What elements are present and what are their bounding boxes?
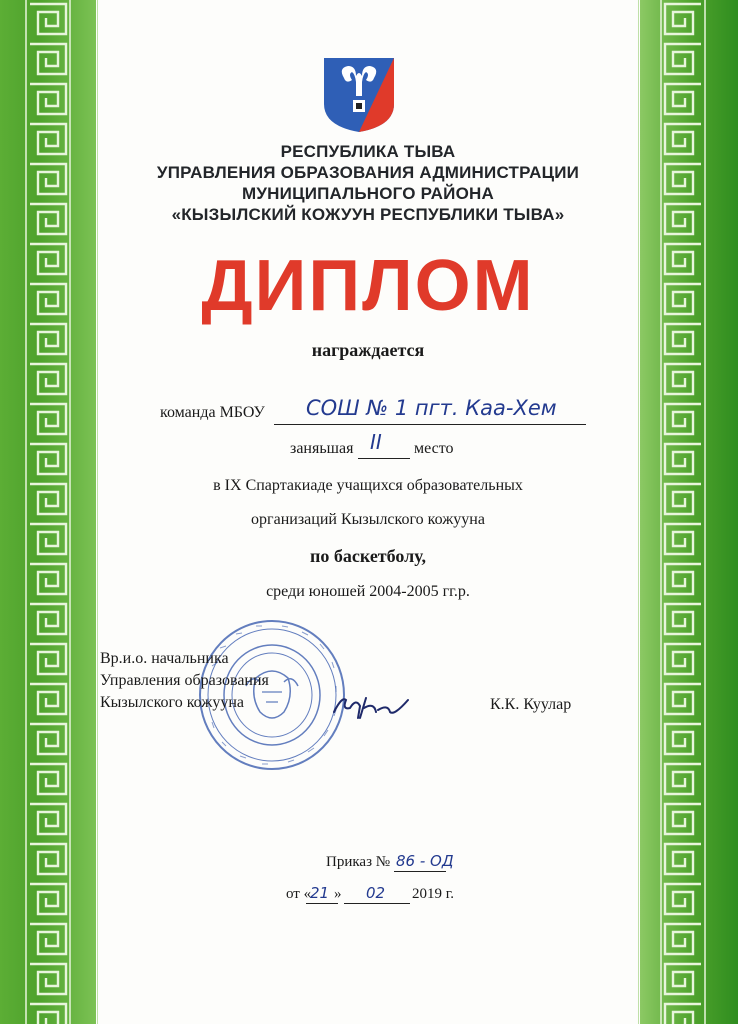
place-suffix: место	[414, 440, 454, 457]
right-meander-ornament	[659, 0, 707, 1024]
order-month-underline	[344, 903, 410, 904]
order-month-handwritten: 02	[366, 884, 386, 902]
team-handwritten: СОШ № 1 пгт. Каа-Хем	[306, 396, 557, 420]
coat-of-arms-emblem	[322, 56, 396, 134]
team-label: команда МБОУ	[160, 404, 265, 421]
competition-line2: организаций Кызылского кожууна	[251, 511, 485, 528]
age-group: среди юношей 2004-2005 гг.р.	[266, 583, 470, 600]
header-municipality: МУНИЦИПАЛЬНОГО РАЙОНА	[242, 184, 494, 203]
header-kozhuun: «КЫЗЫЛСКИЙ КОЖУУН РЕСПУБЛИКИ ТЫВА»	[171, 205, 565, 224]
signer-name: К.К. Куулар	[490, 696, 572, 713]
order-quote-close: »	[334, 886, 342, 902]
header-republic: РЕСПУБЛИКА ТЫВА	[280, 142, 456, 161]
header-department: УПРАВЛЕНИЯ ОБРАЗОВАНИЯ АДМИНИСТРАЦИИ	[156, 163, 580, 182]
place-label: заняьшая	[290, 440, 354, 457]
awarded-text: награждается	[311, 340, 425, 360]
signer-role-line2: Управления образования	[100, 672, 269, 689]
order-day-handwritten: 21	[310, 884, 330, 902]
diploma-title: ДИПЛОМ	[201, 246, 535, 326]
order-number-underline	[394, 871, 446, 872]
sport-name: по баскетболу,	[310, 546, 426, 566]
signer-role-line1: Вр.и.о. начальника	[100, 650, 229, 667]
inner-border-line	[638, 0, 639, 1024]
order-year: 2019 г.	[412, 886, 454, 902]
signature-block	[100, 648, 269, 714]
order-label: Приказ №	[326, 854, 391, 870]
place-handwritten: II	[370, 430, 382, 454]
place-underline	[358, 458, 410, 459]
order-day-underline	[306, 903, 338, 904]
signature	[330, 688, 412, 722]
signer-role-line3: Кызылского кожууна	[100, 694, 244, 711]
competition-line1: в IX Спартакиаде учащихся образовательных	[213, 477, 523, 494]
left-meander-ornament	[24, 0, 72, 1024]
team-underline	[274, 424, 586, 425]
order-number-handwritten: 86 - ОД	[396, 852, 454, 870]
order-from-label: от «	[286, 886, 312, 902]
